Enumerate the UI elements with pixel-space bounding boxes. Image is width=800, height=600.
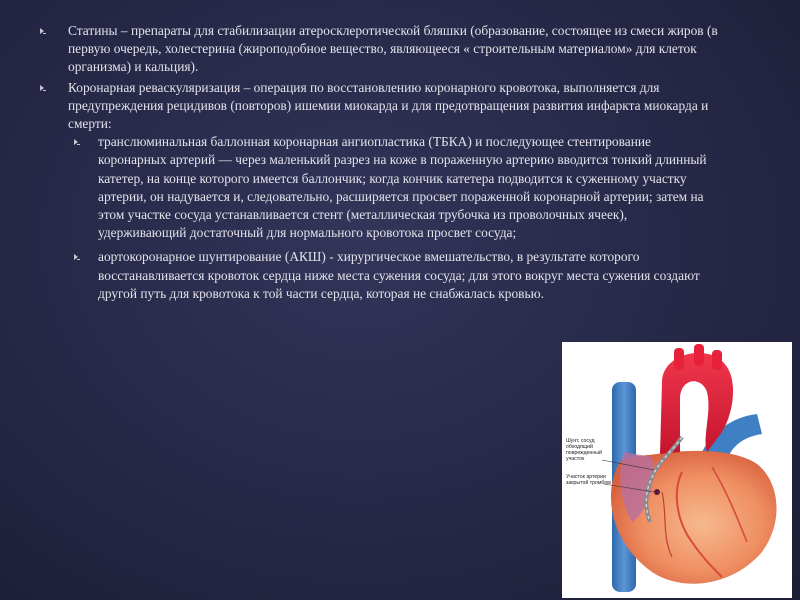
bullet-statins [38,22,718,77]
aorta-branch-shape [712,350,722,370]
aorta-branch-shape [674,348,684,370]
bullet-text: Коронарная реваскуляризация – операция по восстановлению коронарного кровотока, выполняется для предупреждения рецидивов (повторов) ишемии миокарда и для предотвращения развития инфаркта миокарда и смерти: [68,79,709,132]
label-bypass: Шунт, сосуд [566,438,595,444]
subbullet-angioplasty [38,133,718,242]
label-bypass: поврежденный [566,450,602,456]
bullet-marker-icon [40,28,44,34]
slide-content [38,22,718,303]
bullet-revascularization [38,79,718,134]
bullet-marker-icon [40,85,44,91]
subbullet-text: аортокоронарное шунтирование (АКШ) - хирургическое вмешательство, в результате которого восстанавливается кровоток сердца ниже места сужения сосуда; для этого вокруг места сужения создают другой путь для кровотока к той части сердца, которая не снабжалась кровью. [98,249,700,301]
subbullet-text: транслюминальная баллонная коронарная ангиопластика (ТБКА) и последующее стентирование коронарных артерий — через маленький разрез на коже в пораженную артерию вводится тонкий длинный катетер, на конце которого имеется баллончик; когда кончик катетера подводится к суженному участку артерии, он надувается и, следовательно, расширяется просвет пораженной коронарной артерии; затем на этом участке сосуда устанавливается стент (металлическая трубочка из проволочных ячеек), удерживающий достаточный для нормального кровотока просвет сосуда; [98,134,707,241]
subbullet-bypass [38,248,718,303]
label-bypass: участок [566,456,585,462]
blockage-marker [654,489,660,495]
bullet-text: Статины – препараты для стабилизации атеросклеротической бляшки (образование, состоящее из смеси жиров (в первую очередь, холестерина (жироподобное вещество, являющееся « строительным материалом» для клеток организма) и кальция). [68,23,718,75]
aorta-branch-shape [694,344,704,366]
subbullet-marker-icon [74,139,78,145]
label-blocked-artery: закрытой тромбом [566,480,611,486]
label-blocked-artery: Участок артерии [566,474,606,480]
subbullet-marker-icon [74,254,78,260]
heart-diagram [562,342,792,598]
label-bypass: обходящий [566,444,593,450]
heart-bypass-illustration [562,342,792,598]
